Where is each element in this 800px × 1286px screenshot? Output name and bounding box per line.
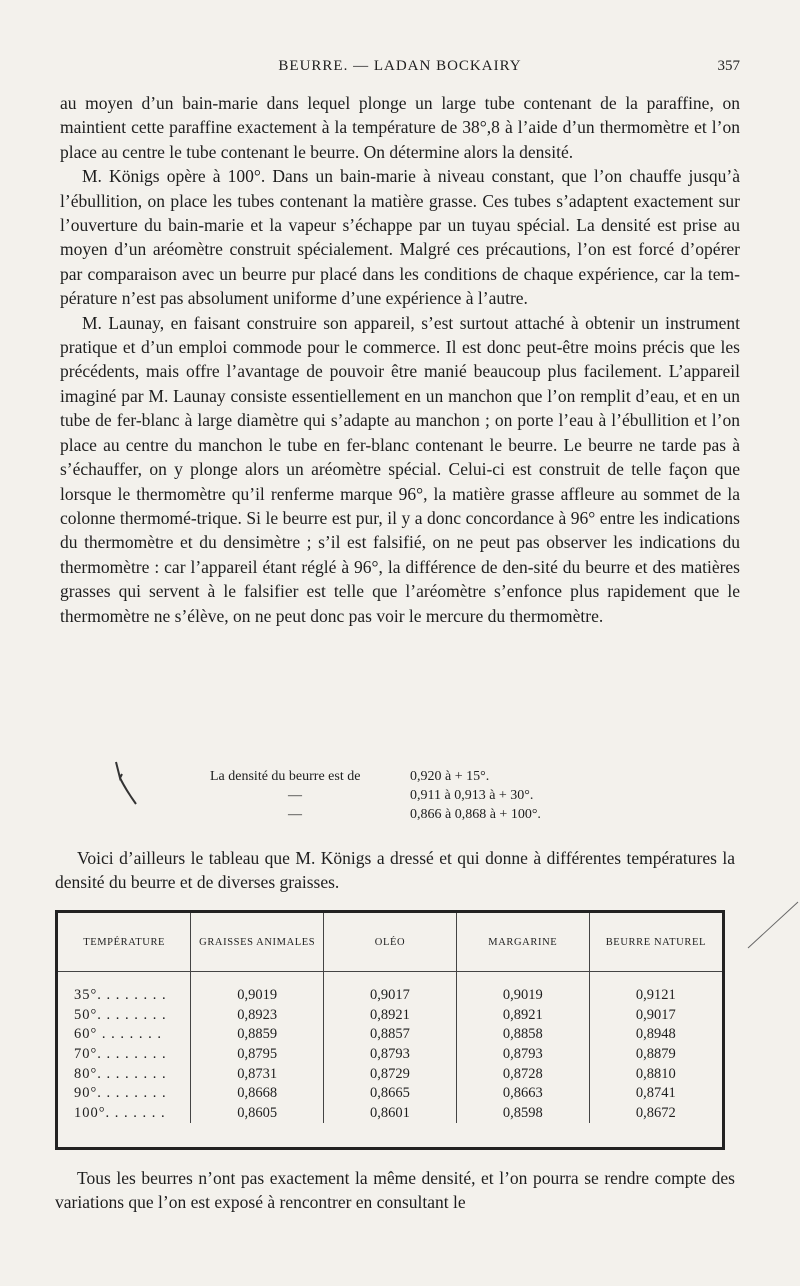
cell-temperature: 70°. . . . . . . . bbox=[58, 1045, 191, 1065]
cell-oleo: 0,8921 bbox=[324, 1006, 457, 1026]
density-line bbox=[210, 767, 630, 786]
cell-animal-fats: 0,8923 bbox=[191, 1006, 324, 1026]
table-row bbox=[58, 1045, 722, 1065]
table-header-row bbox=[58, 913, 722, 972]
cell-margarine: 0,8598 bbox=[456, 1104, 589, 1124]
cell-oleo: 0,9017 bbox=[324, 972, 457, 1006]
cell-animal-fats: 0,9019 bbox=[191, 972, 324, 1006]
paragraph-launay: M. Launay, en faisant construire son appareil, s’est surtout attaché à obtenir un instrument pratique et d’un emploi commode pour le commerce. Il est donc peut-être moins précis que les précédents, mais offre l’avantage de pouvoir être manié beaucoup plus facilement. L’appareil imaginé par M. Launay consiste essentiellement en un manchon que l’on remplit d’eau, et en un tube de fer-blanc à large diamètre qui s’adapte au manchon ; on porte l’eau à l’ébullition et l’on place au centre du manchon le tube en fer-blanc contenant le beurre. Le beurre ne tarde pas à s’échauffer, on y plonge alors un aréomètre spécial. Celui-ci est construit de telle façon que lorsque le thermomètre qu’il renferme marque 96°, la matière grasse affleure au sommet de la colonne thermomé-trique. Si le beurre est pur, il y a donc concordance à 96° entre les indications du thermomètre et du densimètre ; s’il est falsifié, on ne peut pas observer les indications du thermomètre : car l’appareil étant réglé à 96°, la différence de den-sité du beurre et des matières grasses qui servent à le falsifier est telle que l’aréomètre s’enfonce plus rapidement que le thermomètre ne s’élève, on ne peut donc pas voir le mercure du thermomètre. bbox=[60, 312, 740, 626]
cell-animal-fats: 0,8859 bbox=[191, 1025, 324, 1045]
cell-natural-butter: 0,9121 bbox=[635, 987, 676, 1004]
density-lead: — bbox=[288, 807, 302, 822]
cell-margarine: 0,8663 bbox=[456, 1084, 589, 1104]
cell-oleo: 0,8665 bbox=[324, 1084, 457, 1104]
paragraph-paraffin: au moyen d’un bain-marie dans lequel plonge un large tube contenant de la paraffine, on maintient cette paraffine exactement à la température de 38°,8 à l’aide d’un thermomètre et l’on place au centre le tube contenant le beurre. On détermine alors la densité. bbox=[60, 93, 740, 162]
cell-animal-fats: 0,8795 bbox=[191, 1045, 324, 1065]
pencil-mark-icon bbox=[112, 760, 142, 820]
cell-margarine: 0,8793 bbox=[456, 1045, 589, 1065]
density-formula bbox=[210, 767, 630, 824]
cell-oleo: 0,8793 bbox=[324, 1045, 457, 1065]
cell-oleo: 0,8729 bbox=[324, 1064, 457, 1084]
cell-natural-butter: 0,8948 bbox=[635, 1026, 676, 1043]
page-header bbox=[60, 58, 740, 82]
cell-oleo: 0,8857 bbox=[324, 1025, 457, 1045]
column-header-margarine: MARGARINE bbox=[456, 913, 589, 972]
table-row bbox=[58, 1006, 722, 1026]
cell-oleo: 0,8601 bbox=[324, 1104, 457, 1124]
cell-natural-butter: 0,9017 bbox=[635, 1006, 676, 1023]
density-line bbox=[210, 786, 630, 805]
cell-temperature: 50°. . . . . . . . bbox=[58, 1006, 191, 1026]
cell-animal-fats: 0,8668 bbox=[191, 1084, 324, 1104]
column-header-animal-fats: GRAISSES ANIMALES bbox=[191, 913, 324, 972]
table-row bbox=[58, 972, 722, 1006]
table-intro bbox=[55, 846, 735, 895]
density-value: 0,866 à 0,868 à + 100°. bbox=[410, 807, 541, 822]
cell-animal-fats: 0,8605 bbox=[191, 1104, 324, 1124]
cell-natural-butter: 0,8879 bbox=[635, 1046, 676, 1063]
paragraph-konigs: M. Königs opère à 100°. Dans un bain-marie à niveau constant, que l’on chauffe jusqu’à l’ébullition, on place les tubes contenant la matière grasse. Ces tubes s’adaptent exactement sur l’ouverture du bain-marie et la vapeur s’échappe par un tuyau spécial. La densité est prise au moyen d’un aréomètre construit spécialement. Malgré ces précautions, l’on est forcé d’opérer par comparaison avec un beurre pur placé dans les conditions de chaque expérience, car la tem-pérature n’est pas absolument uniforme d’une expérience à l’autre. bbox=[60, 166, 740, 309]
cell-natural-butter: 0,8741 bbox=[635, 1085, 676, 1102]
cell-animal-fats: 0,8731 bbox=[191, 1064, 324, 1084]
cell-temperature: 90°. . . . . . . . bbox=[58, 1084, 191, 1104]
table-row bbox=[58, 1084, 722, 1104]
table-row bbox=[58, 1104, 722, 1124]
density-line bbox=[210, 805, 630, 824]
cell-temperature: 60° . . . . . . . bbox=[58, 1025, 191, 1045]
cell-temperature: 35°. . . . . . . . bbox=[58, 972, 191, 1006]
table-row bbox=[58, 1064, 722, 1084]
page-number: 357 bbox=[717, 58, 740, 74]
cell-natural-butter: 0,8672 bbox=[635, 1104, 676, 1121]
density-lead: La densité du beurre est de bbox=[210, 769, 361, 784]
density-value: 0,920 à + 15°. bbox=[410, 769, 490, 784]
margin-stroke bbox=[740, 900, 800, 960]
body-text bbox=[60, 91, 740, 628]
column-header-oleo: OLÉO bbox=[324, 913, 457, 972]
closing-paragraph bbox=[55, 1166, 735, 1215]
running-title: BEURRE. — LADAN BOCKAIRY bbox=[278, 58, 522, 74]
column-header-natural-butter: BEURRE NATUREL bbox=[589, 913, 722, 972]
cell-temperature: 80°. . . . . . . . bbox=[58, 1064, 191, 1084]
cell-margarine: 0,8858 bbox=[456, 1025, 589, 1045]
table-row bbox=[58, 1025, 722, 1045]
density-table bbox=[55, 910, 725, 1150]
table-intro-text: Voici d’ailleurs le tableau que M. Königs a dressé et qui donne à différentes températures la densité du beurre et de diverses graisses. bbox=[55, 848, 735, 893]
cell-natural-butter: 0,8810 bbox=[635, 1065, 676, 1082]
density-value: 0,911 à 0,913 à + 30°. bbox=[410, 788, 534, 803]
cell-temperature: 100°. . . . . . . bbox=[58, 1104, 191, 1124]
closing-text: Tous les beurres n’ont pas exactement la même densité, et l’on pourra se rendre compte des variations que l’on est exposé à rencontrer en consultant le bbox=[55, 1168, 735, 1213]
cell-margarine: 0,8728 bbox=[456, 1064, 589, 1084]
cell-margarine: 0,8921 bbox=[456, 1006, 589, 1026]
density-table-grid bbox=[58, 913, 722, 1123]
column-header-temperature: TEMPÉRATURE bbox=[58, 913, 191, 972]
density-lead: — bbox=[288, 788, 302, 803]
cell-margarine: 0,9019 bbox=[456, 972, 589, 1006]
